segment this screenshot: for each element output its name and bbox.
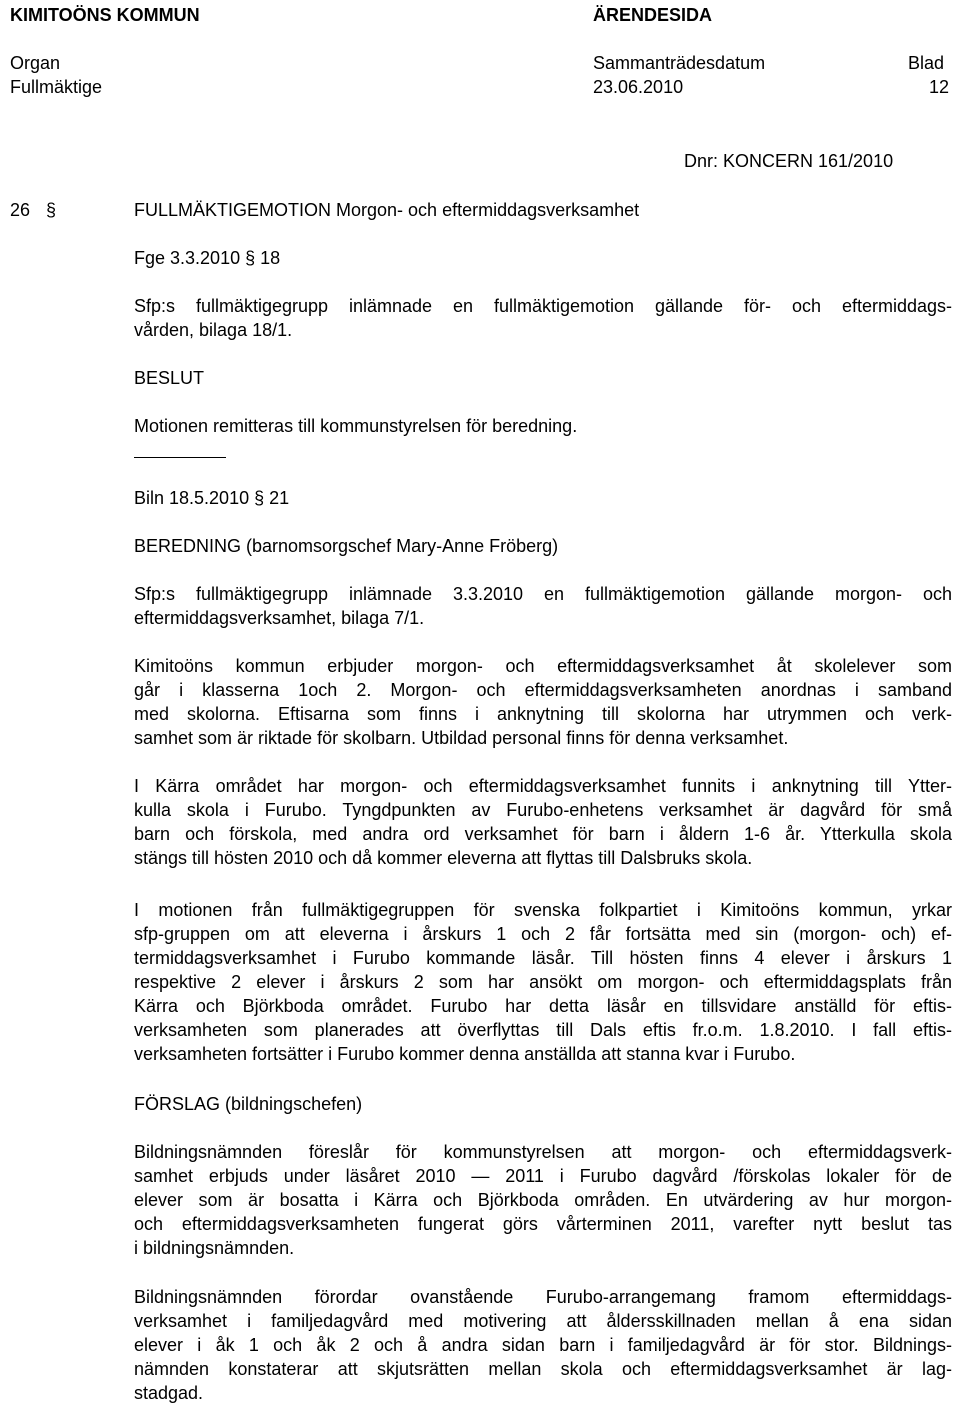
- text-line: respektive 2 elever i årskurs 2 som har ansökt om morgon- och eftermiddagsplats från: [134, 972, 952, 992]
- forslag-heading: FÖRSLAG (bildningschefen): [134, 1094, 363, 1114]
- text-line: Sfp:s fullmäktigegrupp inlämnade 3.3.2010 en fullmäktigemotion gällande morgon- och: [134, 584, 952, 604]
- text-line: samhet som är riktade för skolbarn. Utbildad personal finns för denna verksamhet.: [134, 728, 789, 748]
- text-line: nämnden konstaterar att skjutsrätten mellan skola och eftermiddagsverksamhet är lag-: [134, 1359, 952, 1379]
- beredning-heading: BEREDNING (barnomsorgschef Mary-Anne Fröberg): [134, 536, 559, 556]
- text-line: barn och förskola, med andra ord verksamhet för barn i åldern 1-6 år. Ytterkulla skola: [134, 824, 952, 844]
- text-line: verksamheten som planerades att överflyttas till Dals eftis fr.o.m. 1.8.2010. I fall eftis-: [134, 1020, 952, 1040]
- text-line: vården, bilaga 18/1.: [134, 320, 293, 340]
- paragraph-3: [134, 774, 952, 870]
- section-number: 26: [10, 200, 31, 220]
- diary-number: Dnr: KONCERN 161/2010: [684, 151, 894, 171]
- meeting-date-label: Sammanträdesdatum: [593, 53, 766, 73]
- text-line: Kimitoöns kommun erbjuder morgon- och eftermiddagsverksamhet åt skolelever som: [134, 656, 952, 676]
- divider-line: [134, 457, 226, 458]
- text-line: Bildningsnämnden föreslår för kommunstyrelsen att morgon- och eftermiddagsverk-: [134, 1142, 952, 1162]
- fge-paragraph: [134, 294, 952, 342]
- text-line: Bildningsnämnden förordar ovanstående Furubo-arrangemang framom eftermiddags-: [134, 1287, 952, 1307]
- paragraph-6: [134, 1285, 952, 1405]
- paragraph-5: [134, 1140, 952, 1260]
- organ-value: Fullmäktige: [10, 77, 103, 97]
- paragraph-1: [134, 582, 952, 630]
- text-line: Sfp:s fullmäktigegrupp inlämnade en fullmäktigemotion gällande för- och eftermiddags-: [134, 296, 952, 316]
- text-line: och eftermiddagsverksamheten fungerat görs vårterminen 2011, varefter nytt beslut tas: [134, 1214, 952, 1234]
- text-line: termiddagsverksamhet i Furubo kommande läsår. Till hösten finns 4 elever i årskurs 1: [134, 948, 952, 968]
- document-type: ÄRENDESIDA: [593, 5, 713, 25]
- biln-reference: Biln 18.5.2010 § 21: [134, 488, 290, 508]
- section-title: FULLMÄKTIGEMOTION Morgon- och eftermiddagsverksamhet: [134, 200, 640, 220]
- text-line: samhet erbjuds under läsåret 2010 — 2011 i Furubo dagvård /förskolas lokaler för de: [134, 1166, 952, 1186]
- section-sign: §: [46, 200, 57, 220]
- text-line: elever som är bosatta i Kärra och Björkboda områden. En utvärdering av hur morgon-: [134, 1190, 952, 1210]
- paragraph-4: [134, 898, 952, 1066]
- meeting-date-value: 23.06.2010: [593, 77, 684, 97]
- beslut-heading: BESLUT: [134, 368, 205, 388]
- text-line: sfp-gruppen om att eleverna i årskurs 1 och 2 får fortsätta med sin (morgon- och) ef-: [134, 924, 952, 944]
- text-line: verksamheten fortsätter i Furubo kommer denna anställda att stanna kvar i Furubo.: [134, 1044, 796, 1064]
- beslut-text: Motionen remitteras till kommunstyrelsen för beredning.: [134, 416, 578, 436]
- text-line: med skolorna. Eftisarna som finns i anknytning till skolorna har utrymmen och verk-: [134, 704, 952, 724]
- fge-reference: Fge 3.3.2010 § 18: [134, 248, 281, 268]
- text-line: stängs till hösten 2010 och då kommer eleverna att flyttas till Dalsbruks skola.: [134, 848, 753, 868]
- text-line: går i klasserna 1och 2. Morgon- och eftermiddagsverksamheten anordnas i samband: [134, 680, 952, 700]
- text-line: kulla skola i Furubo. Tyngdpunkten av Furubo-enhetens verksamhet är dagvård för små: [134, 800, 952, 820]
- page-label: Blad: [908, 53, 945, 73]
- text-line: eftermiddagsverksamhet, bilaga 7/1.: [134, 608, 425, 628]
- text-line: verksamhet i familjedagvård med motivering att åldersskillnaden mellan å ena sidan: [134, 1311, 952, 1331]
- page-number: 12: [929, 77, 950, 97]
- organ-label: Organ: [10, 53, 61, 73]
- paragraph-2: [134, 654, 952, 750]
- municipality-name: KIMITOÖNS KOMMUN: [10, 5, 200, 25]
- text-line: i bildningsnämnden.: [134, 1238, 295, 1258]
- text-line: elever i åk 1 och åk 2 och å andra sidan barn i familjedagvård är för stor. Bildnings-: [134, 1335, 952, 1355]
- text-line: stadgad.: [134, 1383, 204, 1403]
- text-line: I Kärra området har morgon- och eftermiddagsverksamhet funnits i anknytning till Ytter-: [134, 776, 952, 796]
- text-line: Kärra och Björkboda området. Furubo har detta läsår en tillsvidare anställd för eftis-: [134, 996, 952, 1016]
- text-line: I motionen från fullmäktigegruppen för svenska folkpartiet i Kimitoöns kommun, yrkar: [134, 900, 952, 920]
